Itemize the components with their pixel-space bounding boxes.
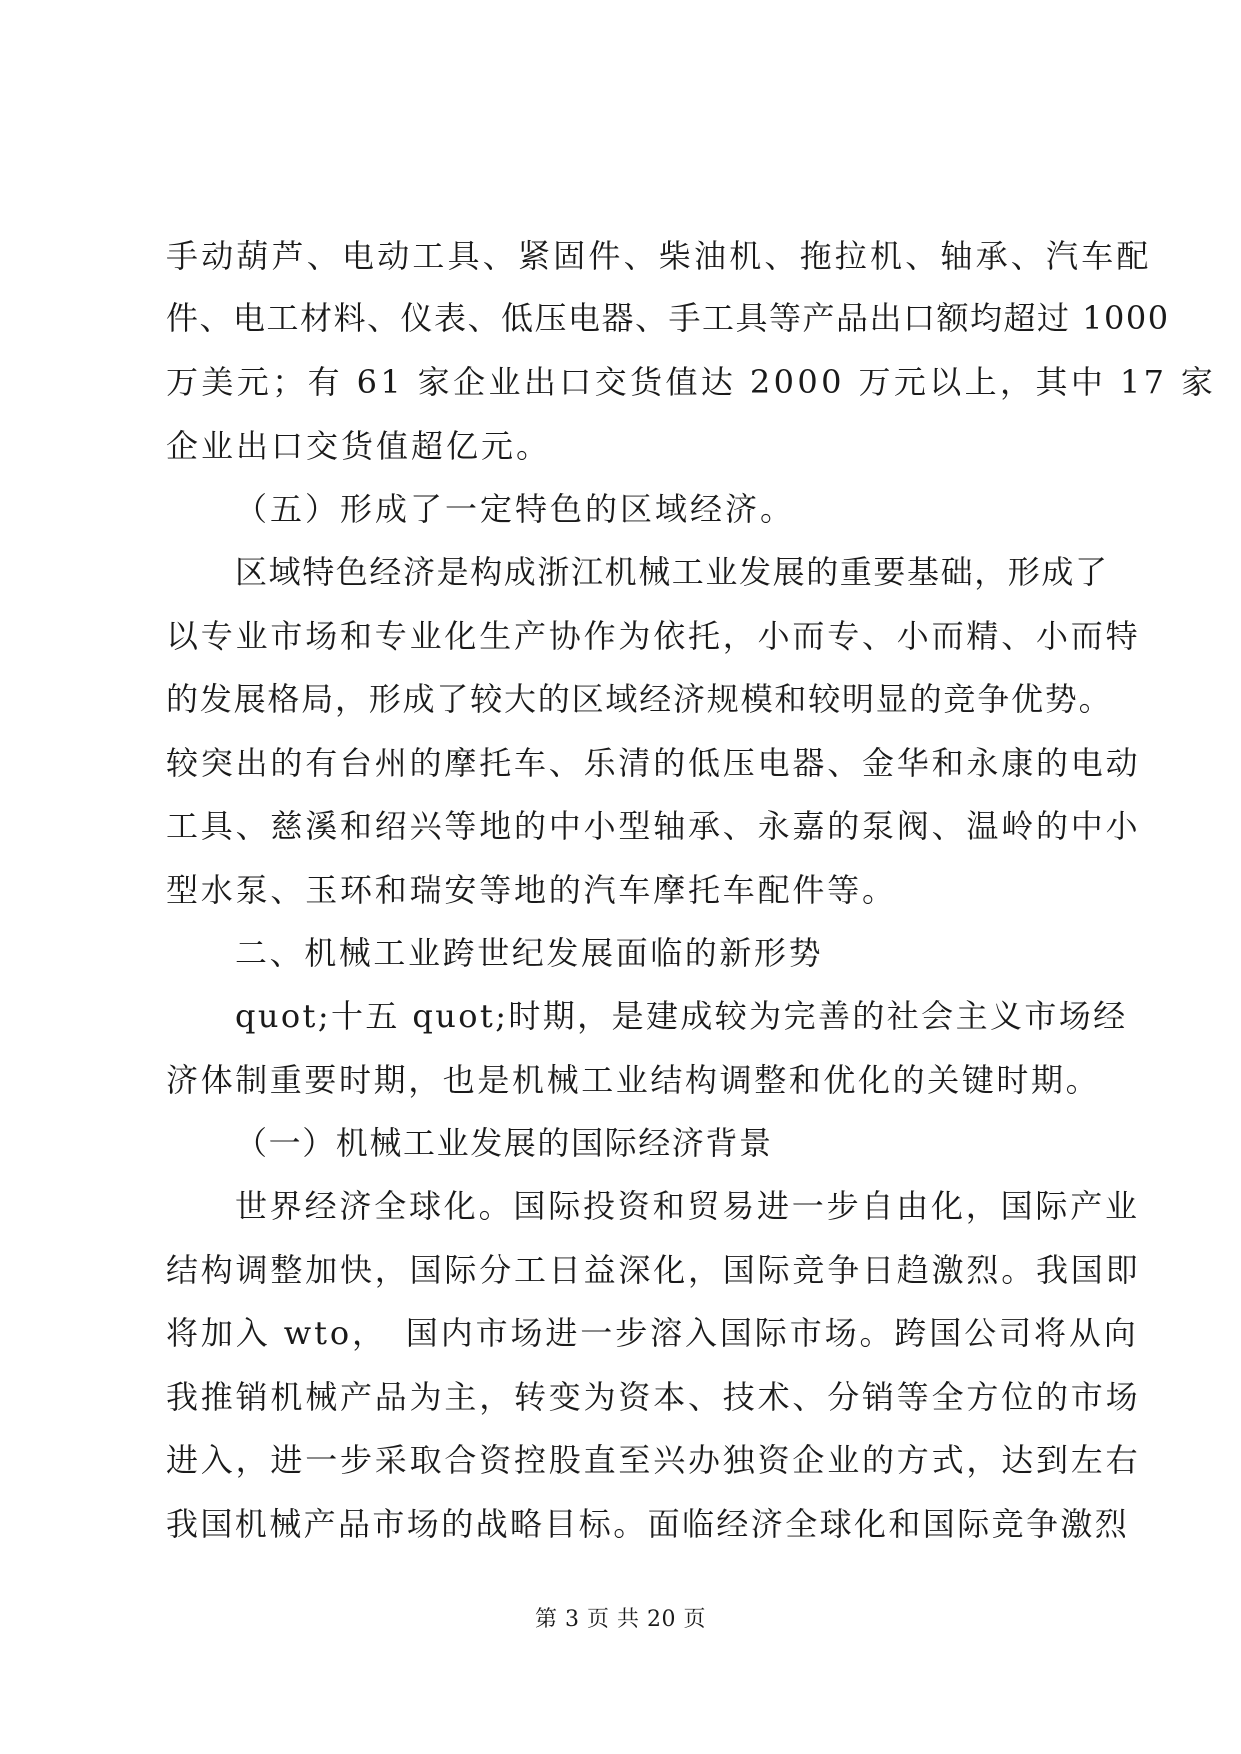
text-line: 我推销机械产品为主，转变为资本、技术、分销等全方位的市场: [166, 1378, 1141, 1416]
text-line: 较突出的有台州的摩托车、乐清的低压电器、金华和永康的电动: [166, 744, 1141, 782]
section-heading: 二、机械工业跨世纪发展面临的新形势: [235, 934, 824, 972]
text-line: 济体制重要时期，也是机械工业结构调整和优化的关键时期。: [166, 1061, 1101, 1099]
section-heading: （五）形成了一定特色的区域经济。: [235, 490, 796, 528]
text-line: 世界经济全球化。国际投资和贸易进一步自由化，国际产业: [235, 1187, 1140, 1225]
text-line: quot;十五 quot;时期，是建成较为完善的社会主义市场经: [235, 997, 1128, 1035]
text-line: 工具、慈溪和绍兴等地的中小型轴承、永嘉的泵阀、温岭的中小: [166, 807, 1141, 845]
text-line: 手动葫芦、电动工具、紧固件、柴油机、拖拉机、轴承、汽车配: [166, 237, 1152, 275]
text-line: 以专业市场和专业化生产协作为依托，小而专、小而精、小而特: [166, 617, 1141, 655]
section-heading: （一）机械工业发展的国际经济背景: [235, 1124, 773, 1162]
text-line: 企业出口交货值超亿元。: [166, 427, 552, 465]
text-line: 的发展格局，形成了较大的区域经济规模和较明显的竞争优势。: [166, 680, 1113, 718]
text-line: 我国机械产品市场的战略目标。面临经济全球化和国际竞争激烈: [166, 1505, 1130, 1543]
text-line: 型水泵、玉环和瑞安等地的汽车摩托车配件等。: [166, 871, 897, 909]
page-number-footer: 第 3 页 共 20 页: [535, 1607, 706, 1632]
text-line: 区域特色经济是构成浙江机械工业发展的重要基础，形成了: [235, 553, 1109, 591]
text-line: 万美元；有 61 家企业出口交货值达 2000 万元以上，其中 17 家: [166, 363, 1217, 401]
text-line: 将加入 wto， 国内市场进一步溶入国际市场。跨国公司将从向: [166, 1314, 1139, 1352]
text-line: 进入，进一步采取合资控股直至兴办独资企业的方式，达到左右: [166, 1441, 1141, 1479]
text-line: 结构调整加快，国际分工日益深化，国际竞争日趋激烈。我国即: [166, 1251, 1141, 1289]
text-line: 件、电工材料、仪表、低压电器、手工具等产品出口额均超过 1000: [166, 299, 1170, 337]
